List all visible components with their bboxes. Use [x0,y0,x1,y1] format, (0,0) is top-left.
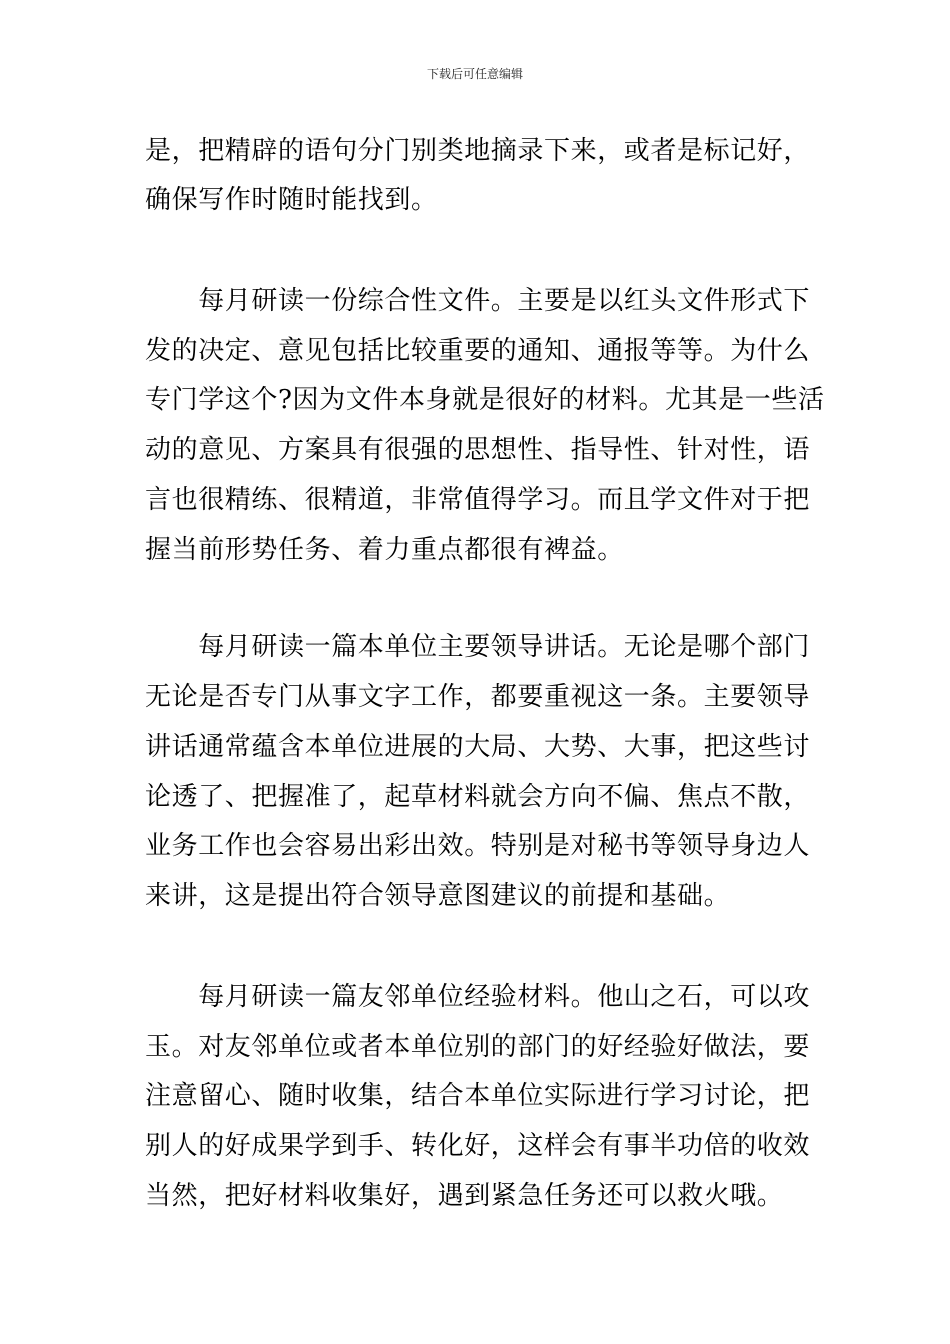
text-line: 握当前形势任务、着力重点都很有裨益。 [145,535,624,565]
text-line: 无论是否专门从事文字工作，都要重视这一条。主要领导 [145,682,811,712]
text-line: 玉。对友邻单位或者本单位别的部门的好经验好做法，要 [145,1032,811,1062]
text-line: 讲话通常蕴含本单位进展的大局、大势、大事，把这些讨 [145,732,811,762]
text-line: 每月研读一篇本单位主要领导讲话。无论是哪个部门 [145,632,811,662]
text-line: 确保写作时随时能找到。 [145,185,438,215]
text-line: 每月研读一份综合性文件。主要是以红头文件形式下 [145,286,811,316]
text-line: 当然，把好材料收集好，遇到紧急任务还可以救火哦。 [145,1181,784,1211]
text-line: 动的意见、方案具有很强的思想性、指导性、针对性，语 [145,435,811,465]
text-line: 业务工作也会容易出彩出效。特别是对秘书等领导身边人 [145,831,811,861]
text-line: 言也很精练、很精道，非常值得学习。而且学文件对于把 [145,485,811,515]
text-line: 论透了、把握准了，起草材料就会方向不偏、焦点不散， [145,782,811,812]
text-line: 别人的好成果学到手、转化好，这样会有事半功倍的收效 [145,1131,811,1161]
text-line: 是，把精辟的语句分门别类地摘录下来，或者是标记好， [145,136,811,166]
text-line: 发的决定、意见包括比较重要的通知、通报等等。为什么 [145,336,811,366]
text-line: 每月研读一篇友邻单位经验材料。他山之石，可以攻 [145,982,811,1012]
text-line: 专门学这个?因为文件本身就是很好的材料。尤其是一些活 [145,385,825,415]
page-header: 下载后可任意编辑 [426,67,523,81]
text-line: 来讲，这是提出符合领导意图建议的前提和基础。 [145,881,731,911]
text-line: 注意留心、随时收集，结合本单位实际进行学习讨论，把 [145,1081,811,1111]
